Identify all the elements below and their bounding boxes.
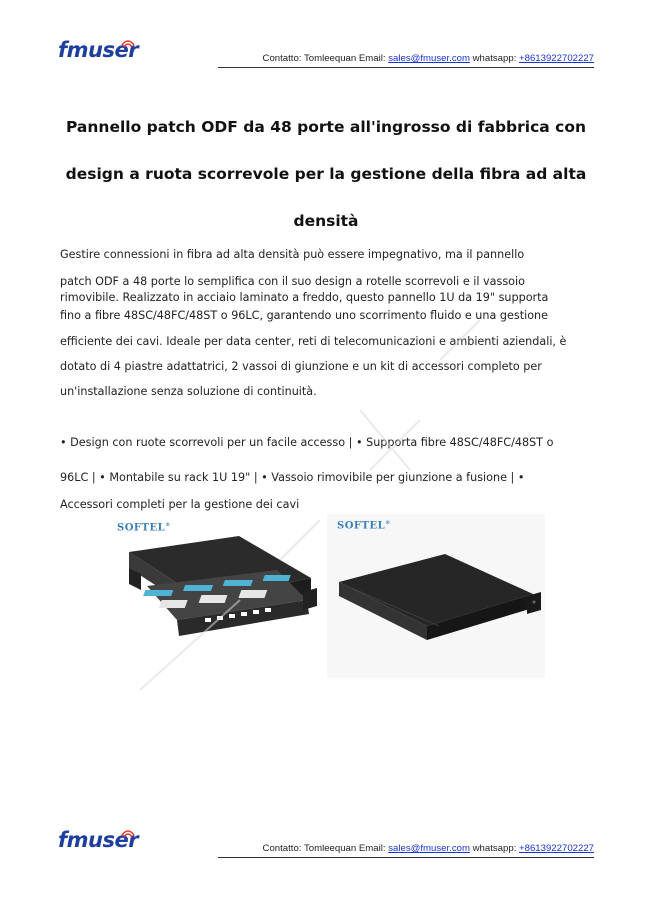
softel-brand-label: SOFTEL®: [117, 522, 171, 534]
contact-label: Contatto: Tomleequan: [262, 53, 357, 64]
title-line: design a ruota scorrevole per la gestione della fibra ad alta: [65, 165, 587, 183]
signal-wave-icon: [121, 828, 135, 840]
whatsapp-link[interactable]: +8613922702227: [519, 53, 594, 64]
whatsapp-label: whatsapp:: [472, 843, 517, 854]
intro-line: fino a fibre 48SC/48FC/48ST o 96LC, garantendo uno scorrimento fluido e una gestione: [60, 309, 549, 322]
intro-line: efficiente dei cavi. Ideale per data center, reti di telecomunicazioni e ambienti aziendali, è: [60, 335, 567, 348]
whatsapp-link[interactable]: +8613922702227: [519, 843, 594, 854]
softel-brand-label: SOFTEL®: [337, 520, 391, 532]
intro-line: un'installazione senza soluzione di continuità.: [60, 385, 317, 398]
bullet-line: Accessori completi per la gestione dei cavi: [60, 498, 300, 511]
email-label: Email:: [358, 843, 386, 854]
fmuser-logo: fmuser: [58, 38, 139, 62]
product-photo-closed: [327, 514, 545, 678]
footer-contact: [263, 843, 594, 854]
email-link[interactable]: sales@fmuser.com: [388, 843, 470, 854]
title-line: densità: [293, 212, 359, 230]
header-divider: [218, 67, 594, 68]
footer-divider: [218, 857, 594, 858]
intro-line: patch ODF a 48 porte lo semplifica con il suo design a rotelle scorrevoli e il vassoio: [60, 275, 525, 288]
bullet-line: • Design con ruote scorrevoli per un facile accesso | • Supporta fibre 48SC/48FC/48ST o: [60, 436, 554, 449]
page-header: [58, 36, 594, 68]
page-title: [60, 104, 592, 245]
closed-patch-panel-drawing: [327, 514, 545, 678]
contact-label: Contatto: Tomleequan: [262, 843, 357, 854]
header-contact: [263, 53, 594, 64]
bullet-line: 96LC | • Montabile su rack 1U 19" | • Vassoio rimovibile per giunzione a fusione | •: [60, 471, 525, 484]
signal-wave-icon: [121, 38, 135, 50]
whatsapp-label: whatsapp:: [472, 53, 517, 64]
email-label: Email:: [358, 53, 386, 64]
fmuser-logo: fmuser: [58, 828, 139, 852]
email-link[interactable]: sales@fmuser.com: [388, 53, 470, 64]
product-photo-open: [107, 514, 324, 678]
page-footer: [58, 826, 594, 858]
intro-line: rimovibile. Realizzato in acciaio laminato a freddo, questo pannello 1U da 19" supporta: [60, 291, 549, 304]
title-line: Pannello patch ODF da 48 porte all'ingrosso di fabbrica con: [65, 118, 587, 136]
intro-line: Gestire connessioni in fibra ad alta densità può essere impegnativo, ma il pannello: [60, 248, 525, 261]
open-patch-panel-drawing: [107, 514, 324, 678]
intro-line: dotato di 4 piastre adattatrici, 2 vassoi di giunzione e un kit di accessori completo per: [60, 360, 542, 373]
